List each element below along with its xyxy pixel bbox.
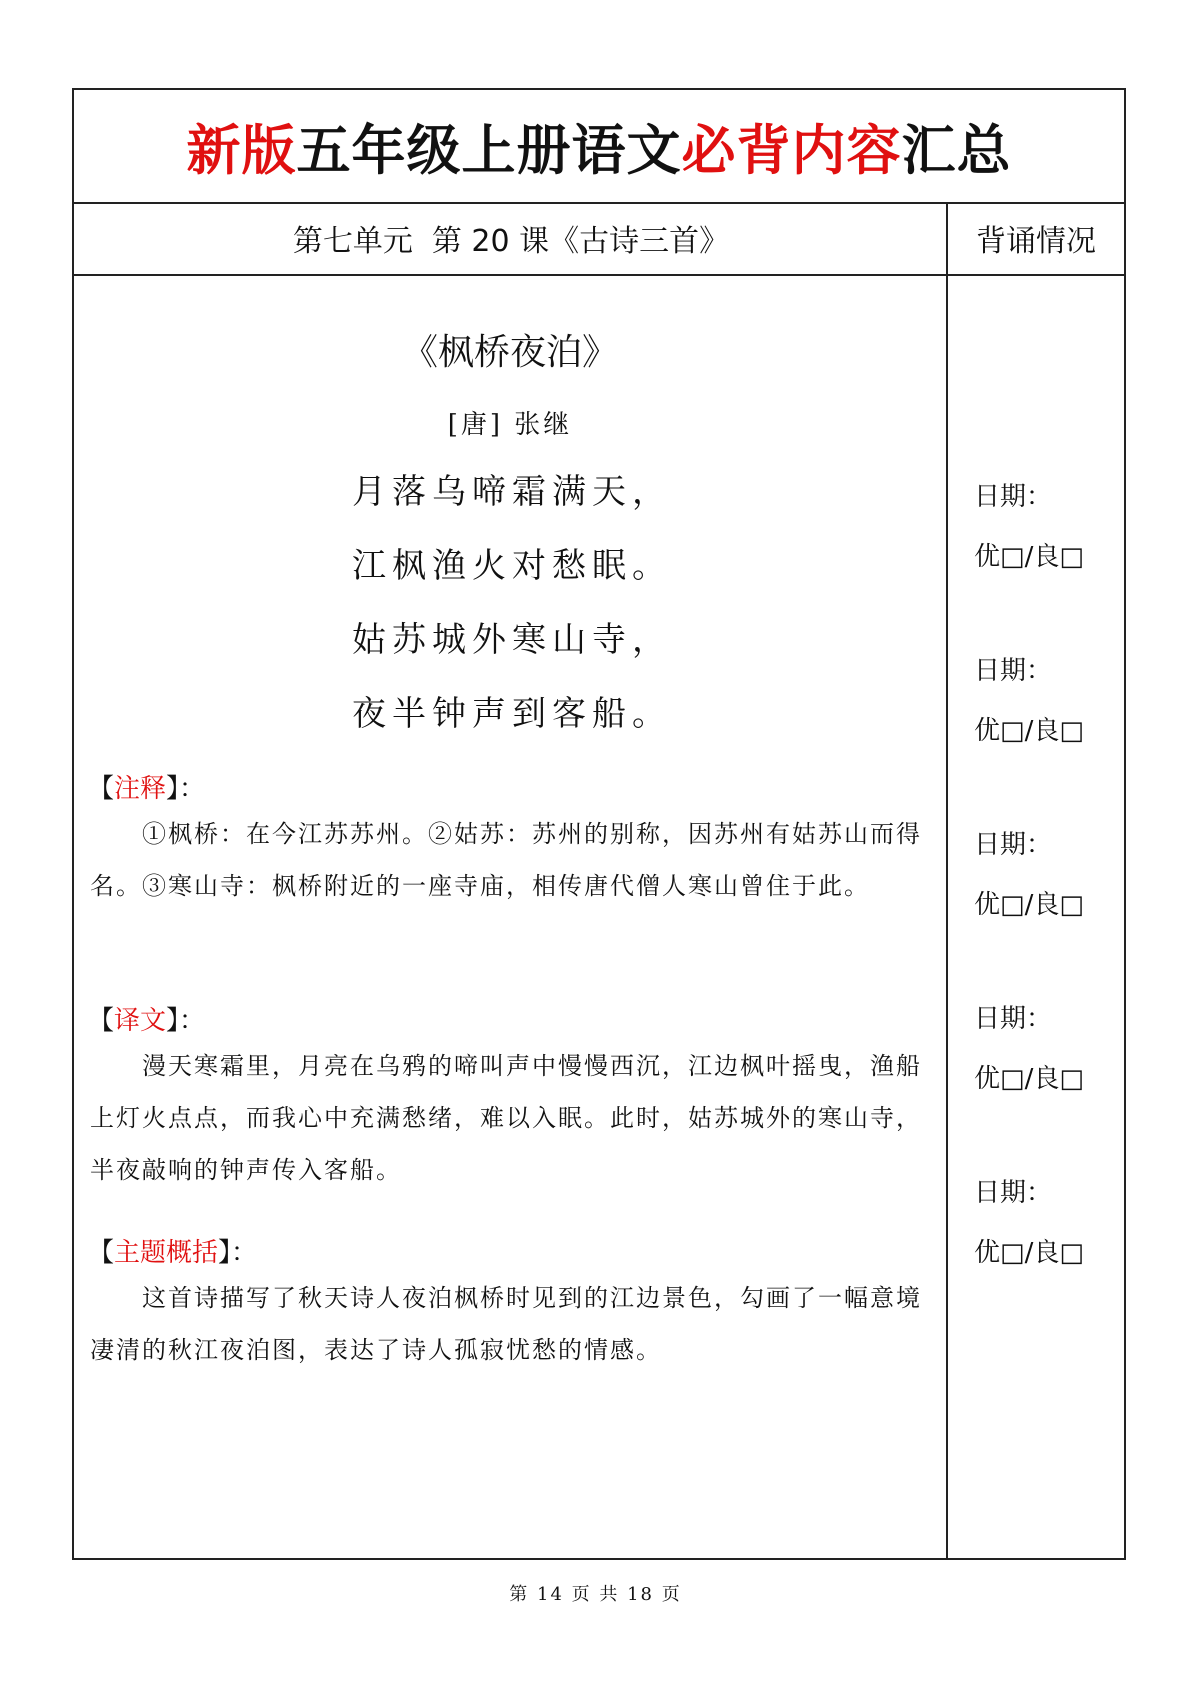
date-label: 日期： xyxy=(974,1004,1053,1034)
table-header-row xyxy=(74,202,1124,276)
date-label: 日期： xyxy=(974,830,1053,860)
notes-bracket-close: 】： xyxy=(166,774,206,804)
notes-bracket-open: 【 xyxy=(88,774,115,804)
notes-label: 注释 xyxy=(114,774,167,804)
recitation-status-heading: 背诵情况 xyxy=(976,224,1096,259)
poem-title: 《枫桥夜泊》 xyxy=(401,332,618,373)
translation-heading xyxy=(88,1000,205,1037)
poem-line-3: 姑苏城外寒山寺， xyxy=(352,620,672,660)
status-entry xyxy=(974,650,1084,747)
poem-author: [唐] 张继 xyxy=(447,410,573,440)
theme-label: 主题概括 xyxy=(114,1238,219,1268)
date-label: 日期： xyxy=(974,1178,1053,1208)
title-part-3: 必背内容 xyxy=(681,118,902,182)
notes-heading xyxy=(88,768,205,805)
poem-line-1: 月落乌啼霜满天， xyxy=(352,472,672,512)
translation-bracket-close: 】： xyxy=(166,1006,206,1036)
status-entry xyxy=(974,1172,1084,1269)
notes-text: ①枫桥：在今江苏苏州。②姑苏：苏州的别称，因苏州有姑苏山而得名。③寒山寺：枫桥附近的一座寺庙，相传唐代僧人寒山曾住于此。 xyxy=(90,820,922,900)
title-part-2: 五年级上册语文 xyxy=(296,118,682,182)
poem-line-2: 江枫渔火对愁眠。 xyxy=(352,546,672,586)
theme-heading xyxy=(88,1232,257,1269)
date-label: 日期： xyxy=(974,656,1053,686)
theme-bracket-open: 【 xyxy=(88,1238,115,1268)
grade-checkboxes: 优□/良□ xyxy=(974,716,1084,746)
date-label: 日期： xyxy=(974,482,1053,512)
theme-text: 这首诗描写了秋天诗人夜泊枫桥时见到的江边景色，勾画了一幅意境凄清的秋江夜泊图，表达了诗人孤寂忧愁的情感。 xyxy=(90,1284,922,1364)
translation-label: 译文 xyxy=(114,1006,167,1036)
page-number: 第 14 页 共 18 页 xyxy=(509,1584,682,1605)
title-part-1: 新版 xyxy=(186,118,297,182)
translation-text: 漫天寒霜里，月亮在乌鸦的啼叫声中慢慢西沉，江边枫叶摇曳，渔船上灯火点点，而我心中充满愁绪，难以入眠。此时，姑苏城外的寒山寺，半夜敲响的钟声传入客船。 xyxy=(90,1052,922,1184)
grade-checkboxes: 优□/良□ xyxy=(974,1238,1084,1268)
status-entry xyxy=(974,476,1084,573)
grade-checkboxes: 优□/良□ xyxy=(974,542,1084,572)
page-title xyxy=(74,90,1124,204)
grade-checkboxes: 优□/良□ xyxy=(974,890,1084,920)
theme-bracket-close: 】： xyxy=(218,1238,258,1268)
status-entry xyxy=(974,824,1084,921)
translation-bracket-open: 【 xyxy=(88,1006,115,1036)
status-entry xyxy=(974,998,1084,1095)
grade-checkboxes: 优□/良□ xyxy=(974,1064,1084,1094)
poem-line-4: 夜半钟声到客船。 xyxy=(352,694,672,734)
title-part-4: 汇总 xyxy=(901,118,1012,182)
content-cell xyxy=(74,274,946,1558)
recitation-status-cell xyxy=(948,274,1124,1558)
document-table xyxy=(72,88,1126,1560)
lesson-heading: 第七单元 第 20 课《古诗三首》 xyxy=(292,224,730,259)
